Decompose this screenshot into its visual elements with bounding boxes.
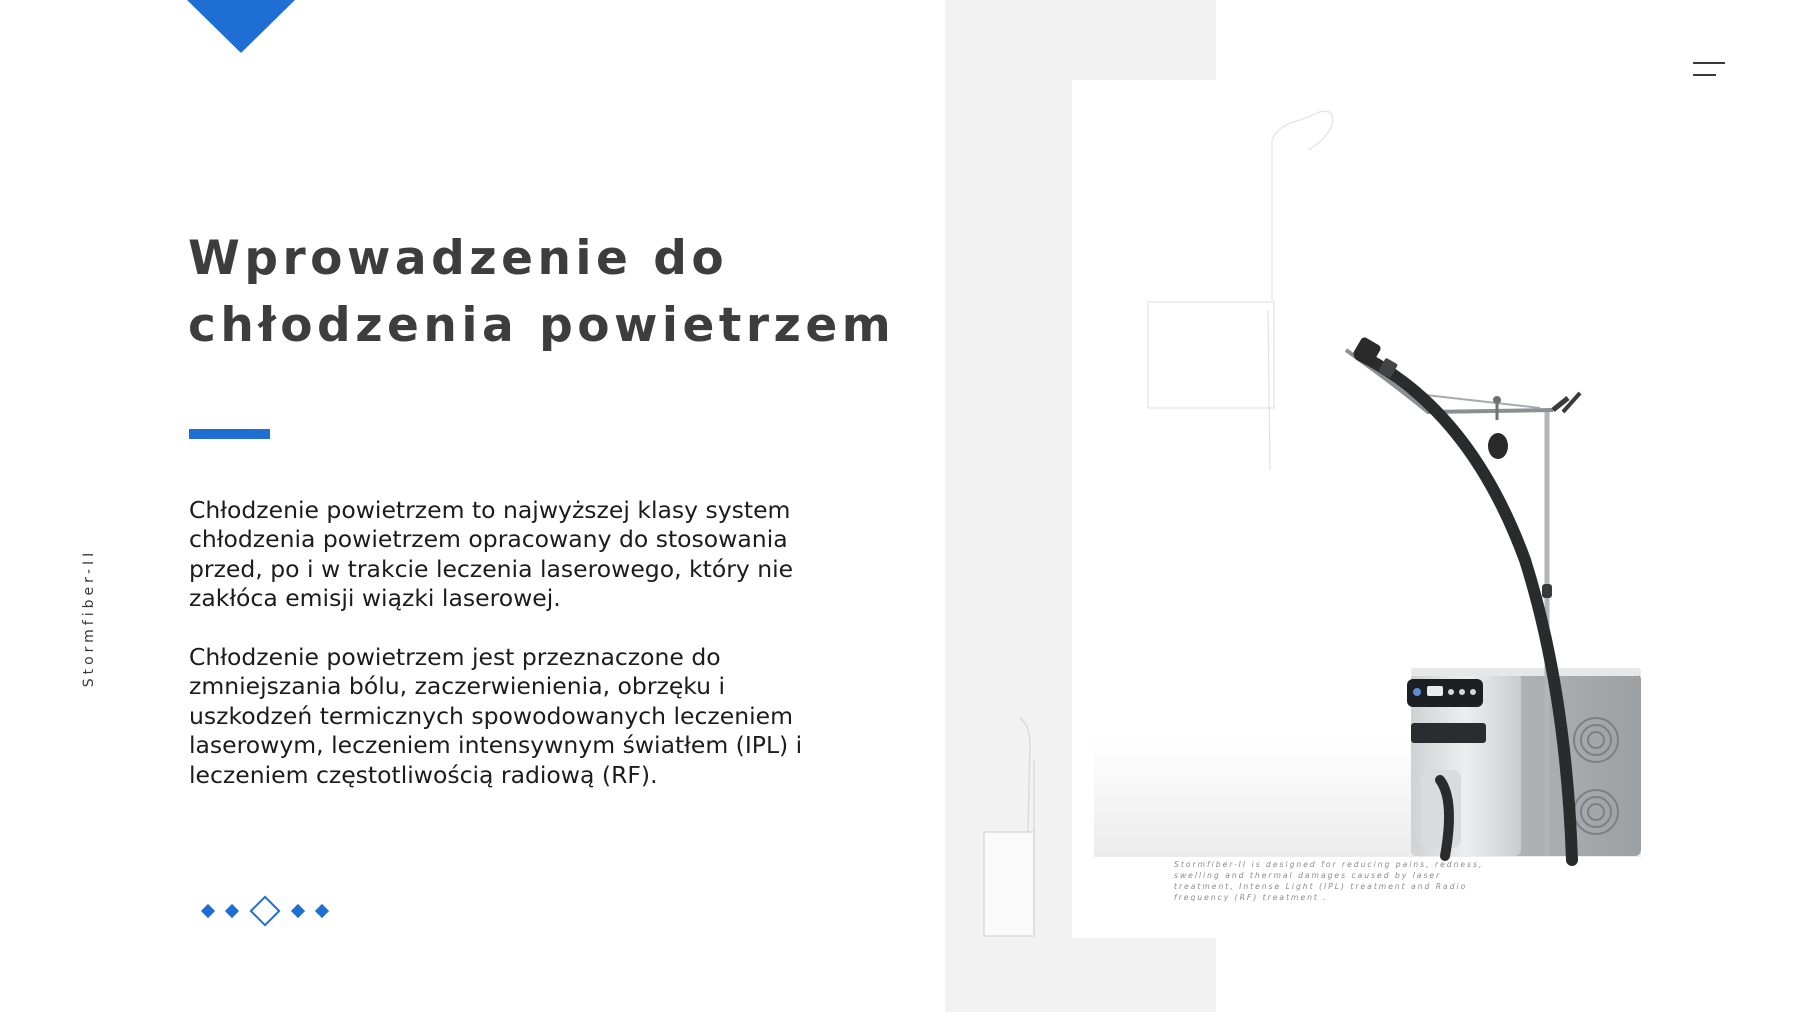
title-line-2: chłodzenia powietrzem (188, 298, 896, 353)
menu-icon[interactable] (1693, 60, 1725, 78)
pager-dot[interactable] (201, 904, 215, 918)
pager-dot[interactable] (225, 904, 239, 918)
product-caption: Stormfiber-II is designed for reducing pains, redness, swelling and thermal damages caused by laser treatment, Intense Light (IPL) treatment and Radio frequency (RF) treatment . (1174, 860, 1484, 902)
pager-dot[interactable] (291, 904, 305, 918)
title-underline-bar (189, 429, 270, 439)
side-brand-label: Stormfiber-II (81, 548, 97, 688)
corner-triangle-decoration (187, 0, 295, 53)
menu-icon-line-bottom (1693, 74, 1716, 76)
product-image-card (1072, 80, 1652, 938)
slide-pager (196, 895, 334, 927)
menu-icon-line-top (1693, 62, 1725, 64)
intro-paragraph-2: Chłodzenie powietrzem jest przeznaczone do zmniejszania bólu, zaczerwienienia, obrzęku i uszkodzeń termicznych spowodowanych leczeniem laserowym, leczeniem intensywnym światłem (IPL) i leczeniem częstotliwością radiową (RF). (189, 643, 803, 789)
pager-dot-active[interactable] (249, 895, 280, 926)
intro-paragraph-1: Chłodzenie powietrzem to najwyższej klasy system chłodzenia powietrzem opracowany do stosowania przed, po i w trakcie leczenia laserowego, który nie zakłóca emisji wiązki laserowej. (189, 496, 794, 613)
page-title (188, 225, 908, 359)
title-line-1: Wprowadzenie do (188, 231, 729, 286)
pager-dot[interactable] (315, 904, 329, 918)
